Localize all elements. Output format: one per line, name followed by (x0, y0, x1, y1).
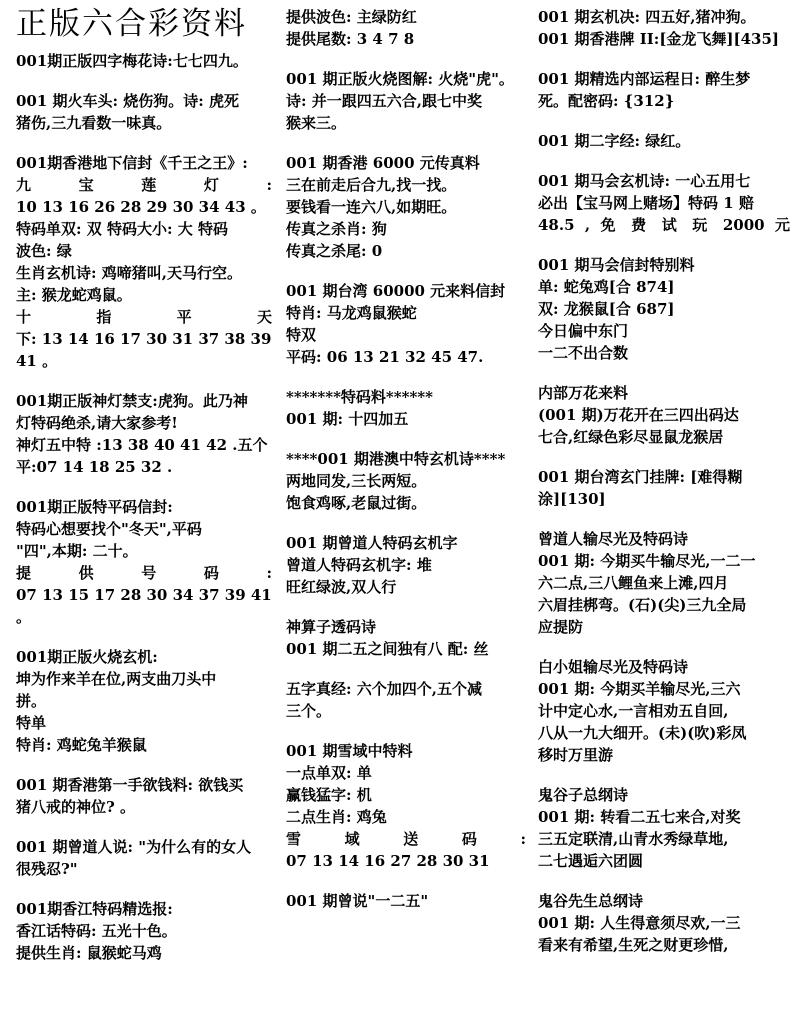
text-block (286, 532, 526, 598)
text-line: 雪 域 送 码 : (286, 830, 526, 848)
text-line: 001 期二五之间独有八 配: 丝 (286, 640, 489, 658)
text-line: 平:07 14 18 25 32 . (16, 458, 173, 476)
text-line: 48.5 , 免 费 试 玩 2000 元 (538, 216, 790, 234)
text-line: 要钱看一连六八,如期旺。 (286, 198, 457, 216)
text-line: *******特码料****** (286, 388, 433, 406)
text-line: 一点单双: 单 (286, 764, 372, 782)
text-line: 传真之杀尾: 0 (286, 242, 383, 260)
text-line: 今日偏中东门 (538, 322, 629, 340)
text-line: 特单 (16, 714, 47, 732)
text-line: 看来有希望,生死之财更珍惜, (538, 936, 729, 954)
text-block (538, 382, 790, 448)
text-line: 001 期: 今期买牛输尽光,一二一 (538, 552, 756, 570)
text-line: 十 指 平 天 (16, 308, 272, 326)
text-line: 提供尾数: 3 4 7 8 (286, 30, 415, 48)
text-line: 猴来三。 (286, 114, 347, 132)
text-line: 神算子透码诗 (286, 618, 377, 636)
text-line: "四",本期: 二十。 (16, 542, 138, 560)
text-line: 07 13 14 16 27 28 30 31 (286, 852, 490, 870)
text-block (538, 6, 790, 50)
text-line: 猪八戒的神位? 。 (16, 798, 136, 816)
text-block (16, 898, 272, 964)
text-line: 五字真经: 六个加四个,五个减 (286, 680, 482, 698)
text-line: 主: 猴龙蛇鸡鼠。 (16, 286, 132, 304)
text-line: 传真之杀肖: 狗 (286, 220, 387, 238)
text-line: 001 期马会玄机诗: 一心五用七 (538, 172, 751, 190)
column-1 (16, 0, 277, 982)
text-block (16, 646, 272, 756)
text-line: 三五定联清,山青水秀绿草地, (538, 830, 729, 848)
text-line: 双: 龙猴鼠[合 687] (538, 300, 675, 318)
text-line: 赢钱猛字: 机 (286, 786, 372, 804)
text-line: 三个。 (286, 702, 332, 720)
text-line: 001 期: 转看二五七来合,对奖 (538, 808, 741, 826)
text-line: 六二点,三八鲤鱼来上滩,四月 (538, 574, 729, 592)
text-block (286, 616, 526, 660)
page-title: 正版六合彩资料 (16, 6, 247, 42)
text-block (538, 254, 790, 364)
text-line: 白小姐输尽光及特码诗 (538, 658, 689, 676)
text-line: 二七遇逅六团圆 (538, 852, 644, 870)
text-block (16, 774, 272, 818)
text-block (538, 784, 790, 872)
text-line: 下: 13 14 16 17 30 31 37 38 39 41 。 (16, 330, 277, 370)
text-block (16, 496, 277, 628)
text-line: 猪伤,三九看数一味真。 (16, 114, 172, 132)
text-line: 内部万花来料 (538, 384, 629, 402)
text-line: 001 期台湾玄门挂牌: [难得糊 (538, 468, 743, 486)
text-block (286, 280, 526, 368)
text-line: ****001 期港澳中特玄机诗**** (286, 450, 506, 468)
text-line: 提供波色: 主绿防红 (286, 8, 417, 26)
text-line: 诗: 并一跟四五六合,跟七中奖 (286, 92, 482, 110)
text-line: 涂][130] (538, 490, 606, 508)
text-line: 灯特码绝杀,请大家参考! (16, 414, 178, 432)
text-line: 旺红绿波,双人行 (286, 578, 397, 596)
text-block (538, 170, 790, 236)
text-line: 计中定心水,一言相劝五自回, (538, 702, 729, 720)
text-line: 001 期玄机决: 四五好,猪冲狗。 (538, 8, 756, 26)
text-line: 平码: 06 13 21 32 45 47. (286, 348, 484, 366)
text-line: 鬼谷子总纲诗 (538, 786, 629, 804)
text-block (538, 528, 790, 638)
text-line: 001 期精选内部运程日: 醉生梦 (538, 70, 751, 88)
text-line: 特肖: 马龙鸡鼠猴蛇 (286, 304, 417, 322)
text-line: 001 期雪域中特料 (286, 742, 413, 760)
text-line: 拼。 (16, 692, 47, 710)
text-block (286, 890, 526, 912)
text-line: 001期正版神灯禁支:虎狗。此乃神 (16, 392, 248, 410)
text-line: 001 期香港牌 II:[金龙飞舞][435] (538, 30, 780, 48)
text-block (286, 6, 526, 50)
text-line: 001期正版四字梅花诗:七七四九。 (16, 52, 248, 70)
text-line: 001 期台湾 60000 元来料信封 (286, 282, 506, 300)
text-line: 001 期: 今期买羊输尽光,三六 (538, 680, 741, 698)
text-line: 必出【宝马网上赌场】特码 1 赔 (538, 194, 754, 212)
text-block (286, 678, 526, 722)
text-block (16, 50, 272, 72)
text-line: 一二不出合数 (538, 344, 629, 362)
text-block (16, 390, 272, 478)
text-block (538, 890, 790, 956)
text-line: 001期香港地下信封《千王之王》: (16, 154, 248, 172)
text-line: 三在前走后合九,找一找。 (286, 176, 457, 194)
text-block (286, 152, 526, 262)
text-line: 九 宝 莲 灯 : (16, 176, 272, 194)
text-block (538, 130, 790, 152)
text-block (286, 68, 526, 134)
text-line: 提 供 号 码 : (16, 564, 272, 582)
text-line: 移时万里游 (538, 746, 614, 764)
text-line: 特双 (286, 326, 317, 344)
text-block (538, 68, 790, 112)
text-line: 六眉挂梆弯。(石)(尖)三九全局 (538, 596, 747, 614)
column-2 (286, 0, 526, 930)
text-line: 死。配密码: {312} (538, 92, 675, 110)
text-line: 001 期火车头: 烧伤狗。诗: 虎死 (16, 92, 240, 110)
text-line: 提供生肖: 鼠猴蛇马鸡 (16, 944, 162, 962)
column-3 (538, 0, 790, 974)
text-line: 07 13 15 17 28 30 34 37 39 41 。 (16, 586, 277, 626)
text-line: 001 期曾说"一二五" (286, 892, 429, 910)
text-block (16, 836, 272, 880)
text-line: 001 期正版火烧图解: 火烧"虎"。 (286, 70, 514, 88)
text-line: 七合,红绿色彩尽显鼠龙猴居 (538, 428, 724, 446)
text-line: 生肖玄机诗: 鸡啼猪叫,天马行空。 (16, 264, 242, 282)
text-line: 单: 蛇兔鸡[合 874] (538, 278, 675, 296)
text-line: 香江话特码: 五光十色。 (16, 922, 177, 940)
text-line: 两地同发,三长两短。 (286, 472, 427, 490)
text-line: (001 期)万花开在三四出码达 (538, 406, 739, 424)
text-block (538, 466, 790, 510)
text-line: 001 期马会信封特别料 (538, 256, 695, 274)
text-line: 八从一九大细开。(未)(吹)彩凤 (538, 724, 747, 742)
text-line: 神灯五中特 :13 38 40 41 42 .五个 (16, 436, 268, 454)
text-block (538, 656, 790, 766)
text-block (286, 448, 526, 514)
text-block (16, 152, 277, 372)
text-line: 应提防 (538, 618, 584, 636)
text-line: 二点生肖: 鸡兔 (286, 808, 387, 826)
text-line: 很残忍?" (16, 860, 78, 878)
text-line: 001 期曾道人说: "为什么有的女人 (16, 838, 252, 856)
text-line: 特肖: 鸡蛇兔羊猴鼠 (16, 736, 147, 754)
text-line: 001 期香港第一手欲钱料: 欲钱买 (16, 776, 244, 794)
text-line: 特码心想要找个"冬天",平码 (16, 520, 202, 538)
text-line: 波色: 绿 (16, 242, 72, 260)
text-line: 饱食鸡啄,老鼠过街。 (286, 494, 427, 512)
text-line: 坤为作来羊在位,两支曲刀头中 (16, 670, 217, 688)
text-line: 曾道人输尽光及特码诗 (538, 530, 689, 548)
text-line: 曾道人特码玄机字: 堆 (286, 556, 432, 574)
text-line: 001 期香港 6000 元传真料 (286, 154, 480, 172)
text-block (16, 90, 272, 134)
text-line: 10 13 16 26 28 29 30 34 43 。 (16, 198, 266, 216)
text-line: 001期正版特平码信封: (16, 498, 173, 516)
text-line: 001期正版火烧玄机: (16, 648, 158, 666)
text-line: 001 期: 人生得意须尽欢,一三 (538, 914, 741, 932)
text-block (286, 740, 526, 872)
text-line: 001 期二字经: 绿红。 (538, 132, 691, 150)
text-line: 001 期: 十四加五 (286, 410, 409, 428)
text-line: 001 期曾道人特码玄机字 (286, 534, 458, 552)
text-line: 特码单双: 双 特码大小: 大 特码 (16, 220, 228, 238)
text-line: 鬼谷先生总纲诗 (538, 892, 644, 910)
text-block (286, 386, 526, 430)
text-line: 001期香江特码精选报: (16, 900, 173, 918)
